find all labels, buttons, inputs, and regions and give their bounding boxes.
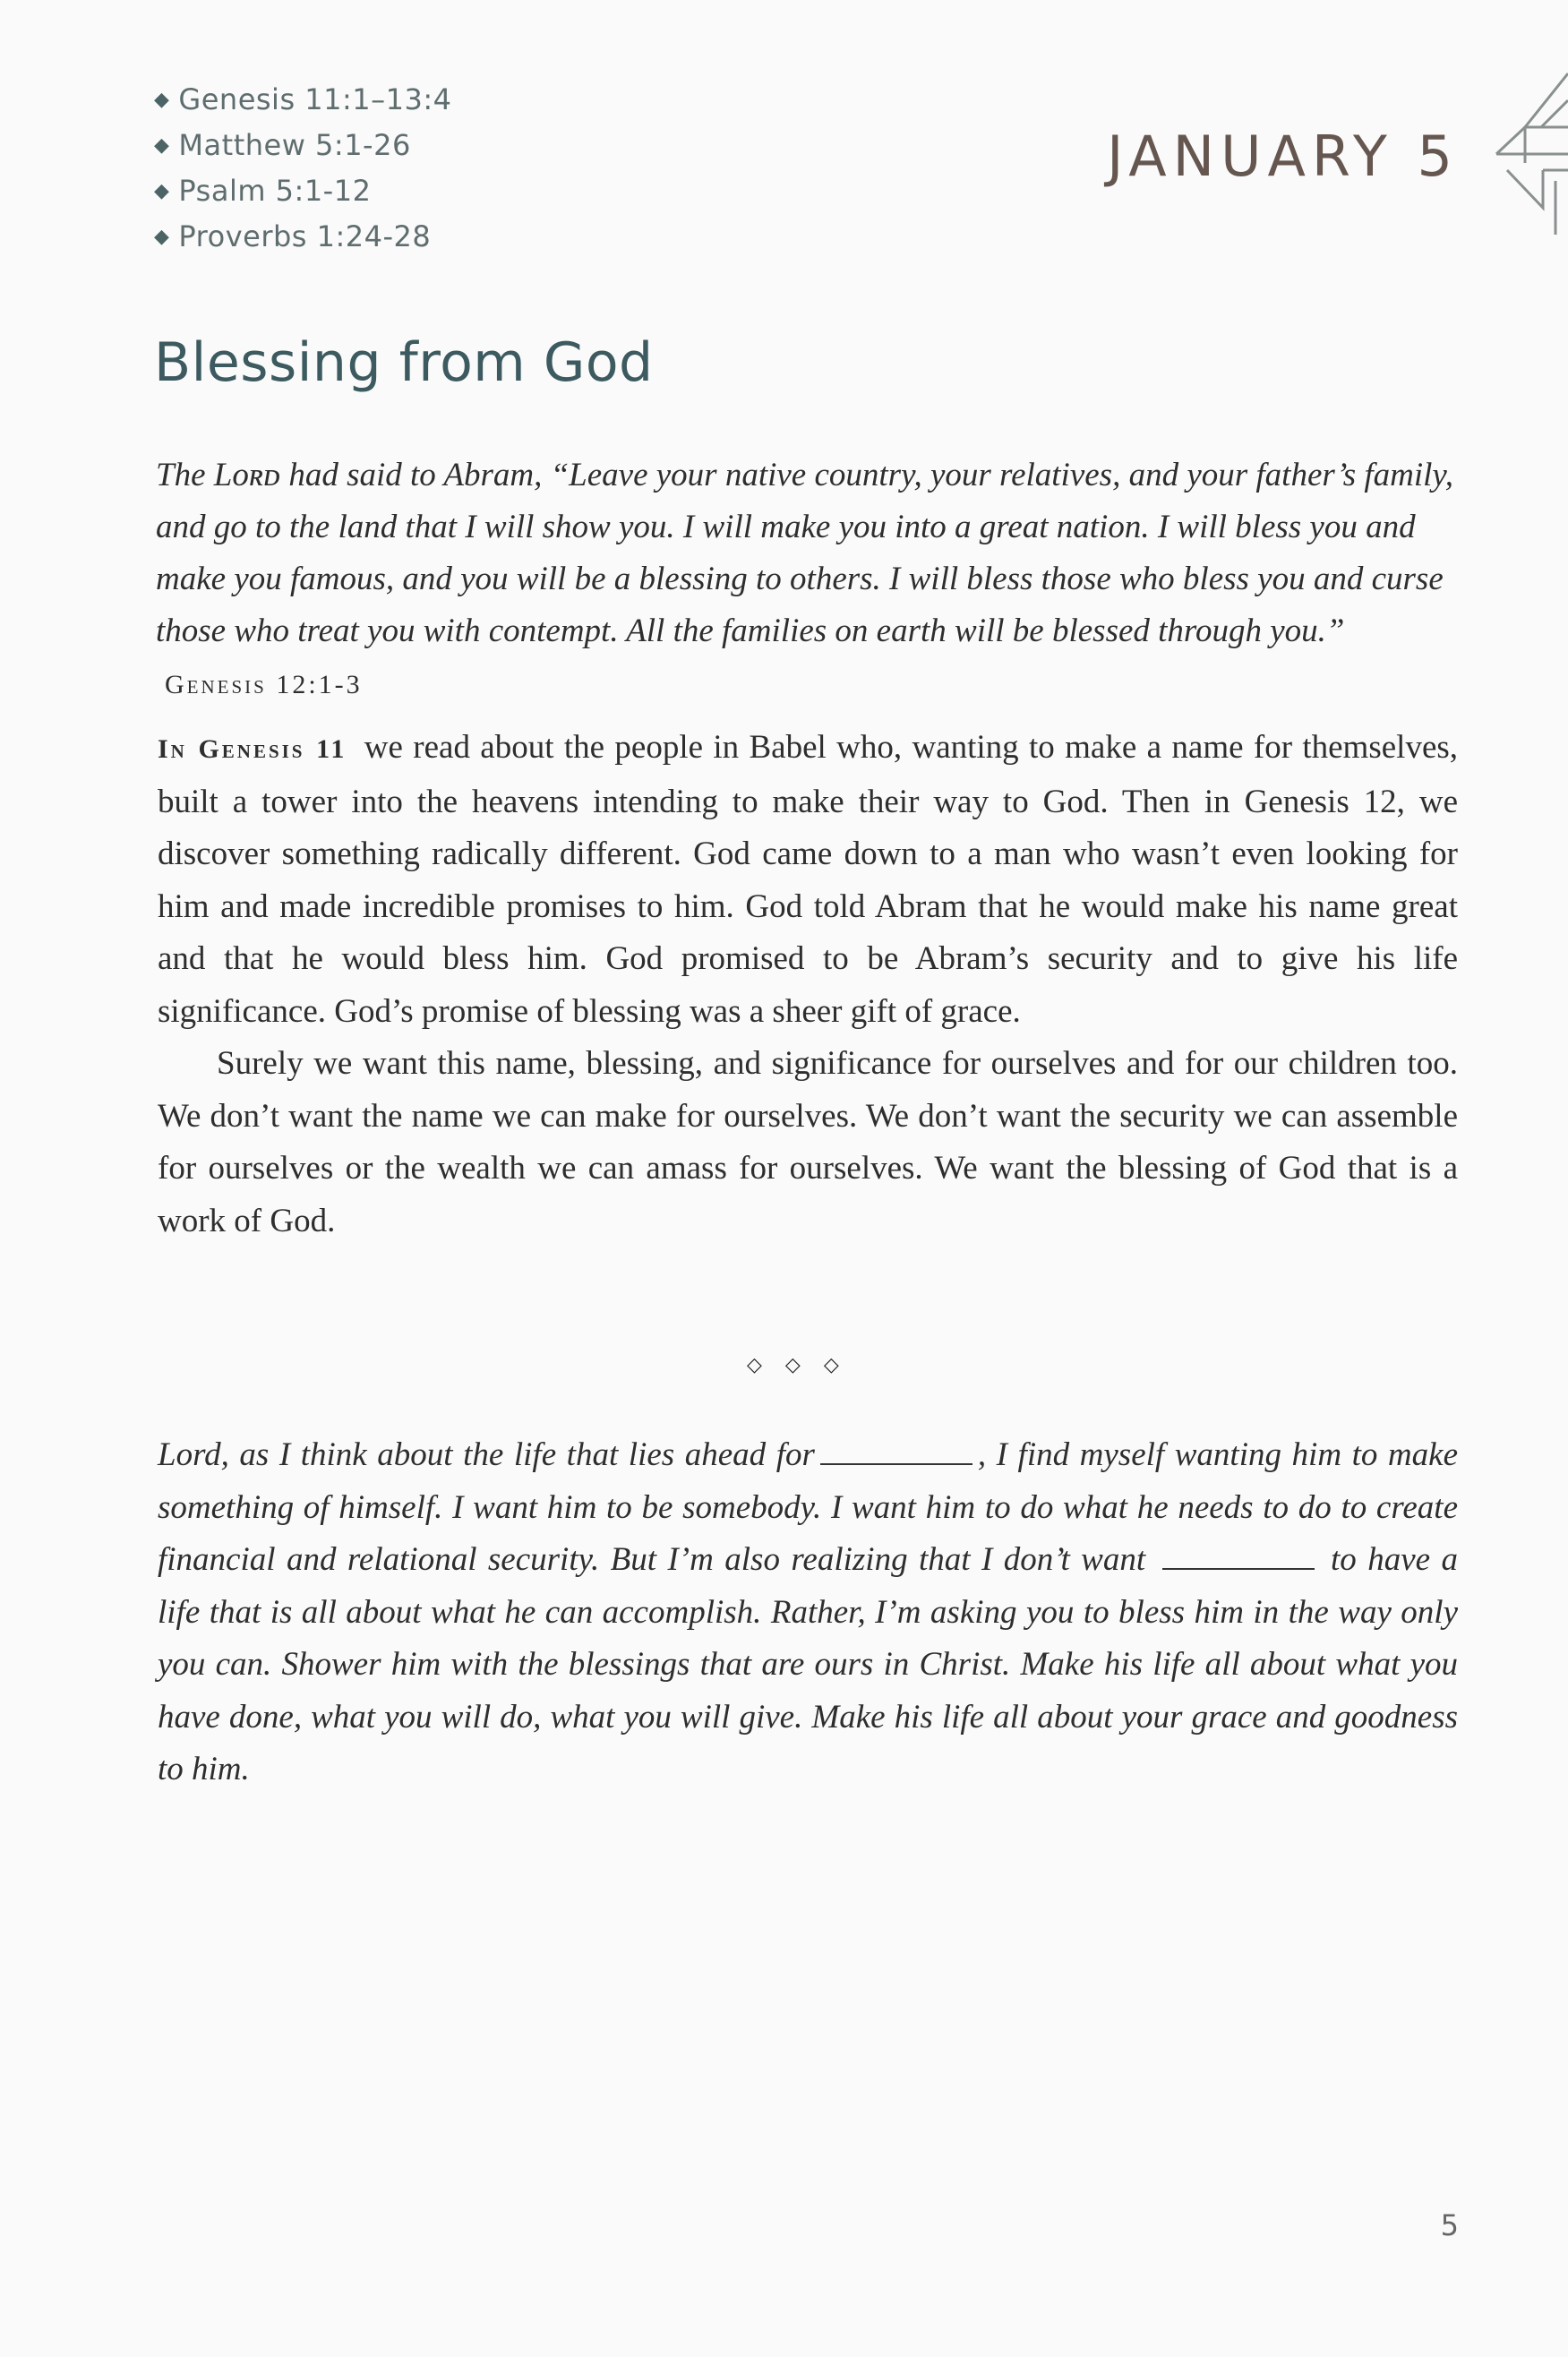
page-date: JANUARY 5 bbox=[1107, 124, 1459, 189]
reading-item bbox=[154, 216, 452, 261]
prayer-text: , I find myself wanting him to make something of himself. I want him to be somebody. I want him to do what he needs to do to create financial and relational security. But I’m also realizing that I don’t want bbox=[158, 1436, 1458, 1578]
bullet-icon: ◆ bbox=[154, 226, 170, 248]
reading-item bbox=[154, 79, 452, 124]
page-number: 5 bbox=[1440, 2208, 1459, 2242]
prayer-text: Lord, as I think about the life that lies ahead for bbox=[158, 1436, 815, 1473]
page-title: Blessing from God bbox=[154, 331, 654, 394]
scripture-quote bbox=[156, 450, 1463, 711]
reading-text: Psalm 5:1-12 bbox=[178, 174, 372, 208]
name-blank[interactable] bbox=[1162, 1541, 1315, 1570]
lead-in: In Genesis 11 bbox=[158, 734, 347, 764]
reading-list bbox=[154, 79, 452, 261]
bullet-icon: ◆ bbox=[154, 89, 170, 111]
reading-text: Matthew 5:1-26 bbox=[178, 128, 411, 162]
prayer bbox=[158, 1429, 1458, 1796]
reading-item bbox=[154, 124, 452, 170]
bullet-icon: ◆ bbox=[154, 180, 170, 202]
paragraph-text: we read about the people in Babel who, wanting to make a name for themselves, built a tower into the heavens intending to make their way to God. Then in Genesis 12, we discover something radically different. God came down to a man who wasn’t even looking for him and made incredible promises to him. God told Abram that he would make his name great and that he would bless him. God promised to be Abram’s security and to give his life significance. God’s promise of blessing was a sheer gift of grace. bbox=[158, 729, 1459, 1030]
geometric-ornament-icon bbox=[1489, 64, 1568, 235]
prayer-text: to have a life that is all about what he can accomplish. Rather, I’m asking you to bless him in the way only you can. Shower him with the blessings that are ours in Christ. Make his life all about what you have done, what you will do, what you will give. Make his life all about your grace and goodness to him. bbox=[158, 1541, 1459, 1787]
body-paragraph: Surely we want this name, blessing, and significance for ourselves and for our children too. We don’t want the name we can make for ourselves. We don’t want the security we can assemble for ourselves or the wealth we can amass for ourselves. We want the blessing of God that is a work of God. bbox=[158, 1045, 1458, 1239]
devotional-body bbox=[158, 722, 1458, 1247]
scripture-text: The Lᴏʀᴅ had said to Abram, “Leave your native country, your relatives, and your father’s family, and go to the land that I will show you. I will make you into a great nation. I will bless you and make you famous, and you will be a blessing to others. I will bless those who bless you and curse those who treat you with contempt. All the families on earth will be blessed through you.” bbox=[156, 457, 1454, 649]
body-paragraph bbox=[158, 722, 1458, 1038]
reading-text: Genesis 11:1–13:4 bbox=[178, 82, 452, 116]
scripture-reference: Genesis 12:1-3 bbox=[165, 670, 363, 699]
name-blank[interactable] bbox=[820, 1436, 973, 1465]
section-divider: ◇◇◇ bbox=[747, 1354, 862, 1376]
reading-text: Proverbs 1:24-28 bbox=[178, 219, 432, 253]
reading-item bbox=[154, 170, 452, 216]
bullet-icon: ◆ bbox=[154, 134, 170, 157]
